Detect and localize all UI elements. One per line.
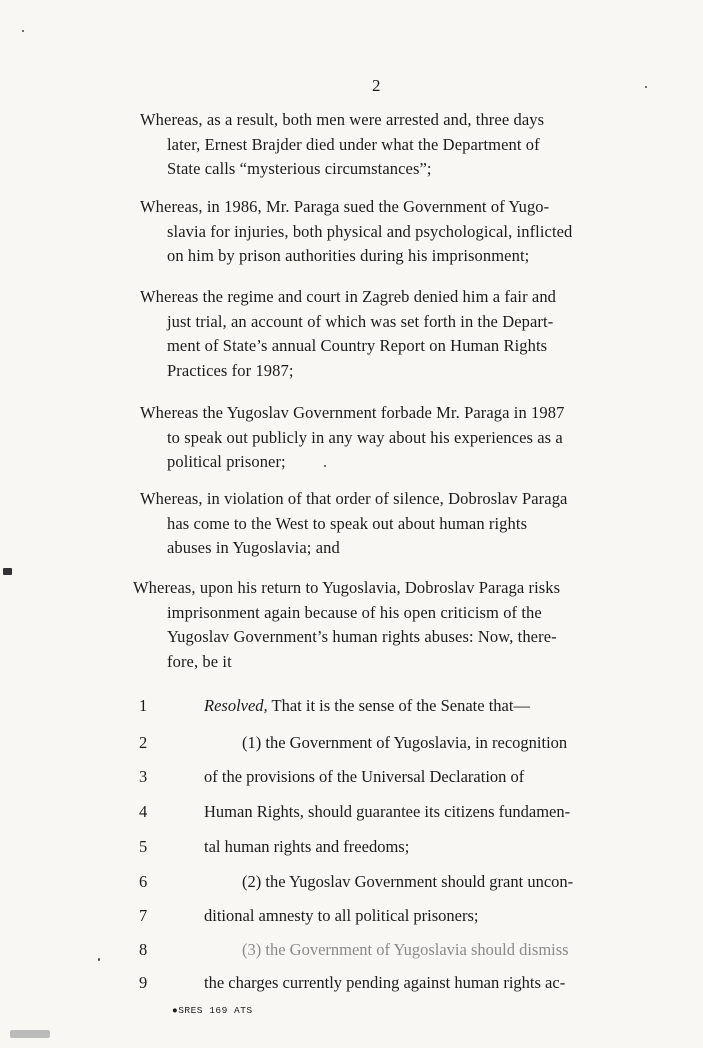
line-number: 2 bbox=[139, 733, 148, 752]
line-number: 3 bbox=[139, 767, 148, 786]
clause-line: ment of State’s annual Country Report on Human Rights bbox=[167, 336, 548, 355]
line-number: 9 bbox=[139, 973, 148, 992]
clause-line: Yugoslav Government’s human rights abuses: Now, there- bbox=[167, 627, 557, 646]
resolution-text: (2) the Yugoslav Government should grant uncon- bbox=[242, 872, 574, 891]
page-number: 2 bbox=[372, 76, 381, 95]
whereas-clause-5 bbox=[0, 487, 703, 561]
line-number: 1 bbox=[139, 696, 148, 715]
whereas-clause-3 bbox=[0, 285, 703, 383]
clause-line: just trial, an account of which was set forth in the Depart- bbox=[167, 311, 554, 331]
clause-line: Whereas the regime and court in Zagreb denied him a fair and bbox=[140, 287, 557, 306]
resolved-lead: Resolved, bbox=[204, 696, 268, 715]
clause-line: Whereas, upon his return to Yugoslavia, Dobroslav Paraga risks bbox=[133, 578, 561, 597]
line-number: 4 bbox=[139, 802, 148, 821]
resolution-text: tal human rights and freedoms; bbox=[204, 837, 410, 856]
line-number: 7 bbox=[139, 906, 148, 925]
clause-line: political prisoner; bbox=[167, 452, 286, 471]
clause-line: Whereas, as a result, both men were arrested and, three days bbox=[140, 110, 545, 129]
clause-line: imprisonment again because of his open criticism of the bbox=[167, 602, 542, 622]
line-number: 5 bbox=[139, 837, 148, 856]
resolution-text: (3) the Government of Yugoslavia should dismiss bbox=[242, 940, 569, 959]
scan-smudge bbox=[10, 1030, 50, 1038]
clause-line: has come to the West to speak out about human rights bbox=[167, 513, 528, 533]
clause-line: to speak out publicly in any way about his experiences as a bbox=[167, 427, 563, 447]
line-number: 6 bbox=[139, 872, 148, 891]
resolution-text: the charges currently pending against human rights ac- bbox=[204, 973, 566, 992]
resolution-text: of the provisions of the Universal Declaration of bbox=[204, 767, 525, 786]
scan-mark bbox=[3, 568, 12, 575]
clause-line: later, Ernest Brajder died under what the Department of bbox=[167, 134, 540, 154]
line-number: 8 bbox=[139, 940, 148, 959]
resolution-text: Human Rights, should guarantee its citizens fundamen- bbox=[204, 802, 571, 821]
scan-speck bbox=[98, 958, 100, 961]
clause-line: abuses in Yugoslavia; and bbox=[167, 538, 340, 557]
whereas-clause-1 bbox=[0, 108, 703, 182]
clause-line: Whereas the Yugoslav Government forbade Mr. Paraga in 1987 bbox=[140, 403, 565, 422]
whereas-clause-4 bbox=[0, 401, 703, 475]
clause-line: Whereas, in violation of that order of silence, Dobroslav Paraga bbox=[140, 489, 568, 508]
resolution-text: (1) the Government of Yugoslavia, in recognition bbox=[242, 733, 568, 752]
resolution-text: ditional amnesty to all political prisoners; bbox=[204, 906, 479, 925]
whereas-clause-2 bbox=[0, 195, 703, 269]
scan-speck bbox=[645, 86, 647, 88]
resolution-text: That it is the sense of the Senate that— bbox=[267, 696, 530, 715]
whereas-clause-6 bbox=[0, 576, 703, 674]
clause-line: fore, be it bbox=[167, 651, 232, 671]
clause-line: Practices for 1987; bbox=[167, 360, 294, 380]
clause-line: State calls “mysterious circumstances”; bbox=[167, 159, 432, 178]
clause-line: on him by prison authorities during his imprisonment; bbox=[167, 246, 530, 265]
clause-line: Whereas, in 1986, Mr. Paraga sued the Government of Yugo- bbox=[140, 197, 550, 216]
scan-speck bbox=[22, 30, 24, 32]
clause-line: slavia for injuries, both physical and psychological, inflicted bbox=[167, 221, 573, 241]
scan-speck bbox=[324, 465, 326, 467]
footer-code: ●SRES 169 ATS bbox=[172, 1005, 253, 1016]
